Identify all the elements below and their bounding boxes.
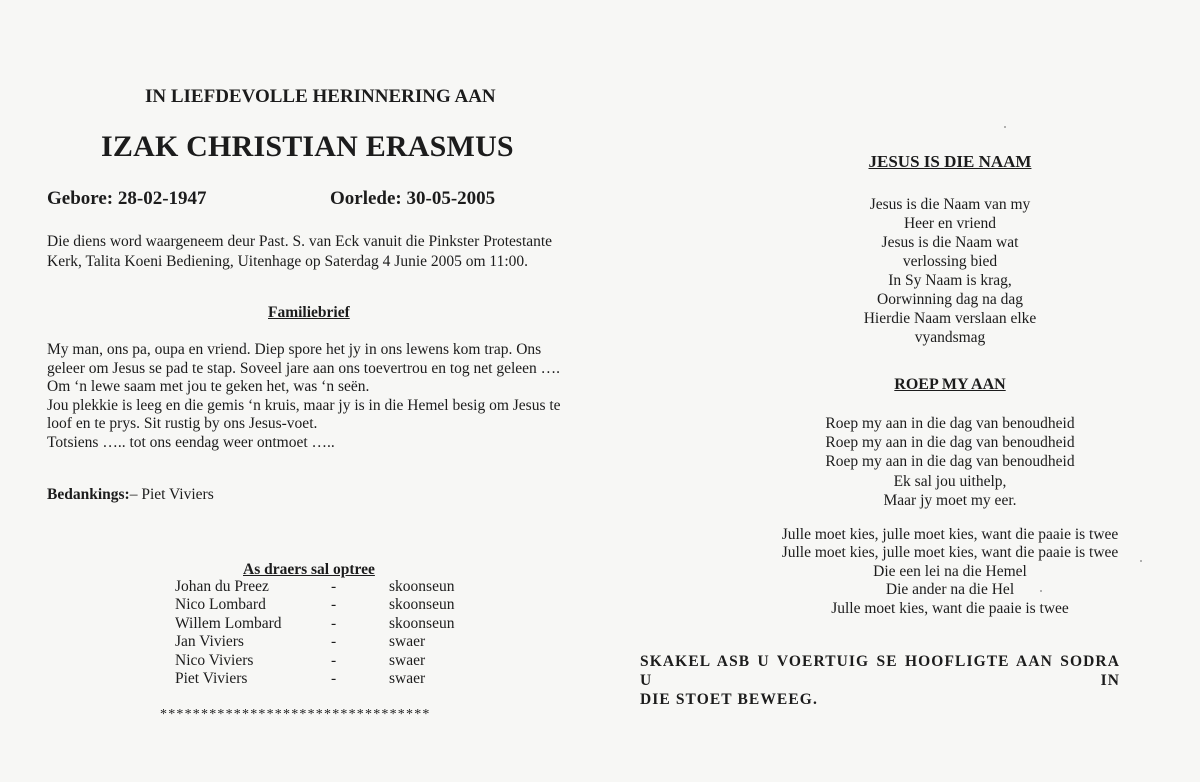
bearer-dash: -	[331, 651, 337, 669]
verse-line: Jesus is die Naam van my	[869, 196, 1031, 213]
verse-line: Ek sal jou uithelp,	[893, 472, 1007, 490]
letter-line: My man, ons pa, oupa en vriend. Diep spore het jy in ons lewens kom trap. Ons	[47, 341, 542, 358]
verse-line: Roep my aan in die dag van benoudheid	[825, 415, 1075, 432]
verse-line: Roep my aan in die dag van benoudheid	[825, 434, 1075, 452]
hymn-title-2: ROEP MY AAN	[894, 376, 1006, 393]
bearer-name: Nico Lombard	[175, 596, 266, 614]
notice-line: DIE STOET BEWEEG.	[640, 691, 818, 708]
verse-line: Oorwinning dag na dag	[877, 291, 1023, 308]
list-item	[175, 615, 509, 633]
hymn-title-1: JESUS IS DIE NAAM	[868, 152, 1032, 171]
hymn-verse-3	[780, 526, 1120, 618]
thanks-label: Bedankings:	[47, 486, 130, 503]
verse-line: verlossing bied	[902, 253, 998, 270]
death-date: Oorlede: 30-05-2005	[330, 188, 496, 209]
verse-line: Julle moet kies, want die paaie is twee	[831, 599, 1069, 617]
letter-line: Totsiens ….. tot ons eendag weer ontmoet …..	[47, 433, 335, 451]
bearer-dash: -	[331, 596, 337, 614]
bearer-relation: swaer	[389, 633, 426, 651]
bearer-name: Piet Viviers	[175, 670, 248, 688]
verse-line: Die ander na die Hel	[885, 581, 1015, 599]
family-letter-title: Familiebrief	[268, 304, 350, 321]
verse-line: Roep my aan in die dag van benoudheid	[825, 453, 1075, 471]
verse-line: Heer en vriend	[903, 215, 997, 232]
family-letter	[47, 341, 561, 452]
letter-line: loof en te prys. Sit rustig by ons Jesus-voet.	[47, 415, 318, 432]
service-line: Kerk, Talita Koeni Bediening, Uitenhage op Saterdag 4 Junie 2005 om 11:00.	[47, 253, 529, 270]
bearer-dash: -	[331, 578, 337, 595]
bearer-name: Johan du Preez	[175, 578, 269, 595]
bearer-dash: -	[331, 670, 337, 688]
service-info	[47, 232, 552, 272]
bearer-relation: skoonseun	[389, 596, 455, 614]
verse-line: Maar jy moet my eer.	[883, 491, 1017, 509]
list-item	[175, 578, 509, 596]
scan-speck	[1004, 126, 1006, 128]
bearers-title: As draers sal optree	[243, 561, 375, 578]
scan-speck	[1040, 590, 1042, 592]
list-item	[175, 670, 509, 688]
letter-line: Om ‘n lewe saam met jou te geken het, was ‘n seën.	[47, 378, 370, 395]
list-item	[175, 596, 509, 614]
letter-line: geleer om Jesus se pad te stap. Soveel jare aan ons toevertrou en tog net geleen ….	[47, 359, 561, 377]
hymn-verse-1	[780, 195, 1120, 347]
service-line: Die diens word waargeneem deur Past. S. van Eck vanuit die Pinkster Protestante	[47, 233, 553, 250]
bearer-name: Jan Viviers	[175, 633, 244, 651]
bearer-relation: swaer	[389, 670, 426, 688]
verse-line: vyandsmag	[914, 329, 986, 346]
verse-line: In Sy Naam is krag,	[888, 272, 1012, 289]
thanks-line	[47, 486, 214, 504]
deceased-name: IZAK CHRISTIAN ERASMUS	[101, 130, 514, 163]
scan-speck	[1140, 560, 1142, 562]
bearer-relation: skoonseun	[389, 614, 455, 632]
notice-line: SKAKEL ASB U VOERTUIG SE HOOFLIGTE AAN SODRA U IN	[640, 653, 1120, 689]
verse-line: Die een lei na die Hemel	[873, 562, 1027, 580]
star-divider: *********************************	[160, 707, 431, 722]
verse-line: Hierdie Naam verslaan elke	[863, 310, 1037, 327]
hymn-verse-2	[780, 414, 1120, 510]
bearer-name: Willem Lombard	[175, 614, 282, 632]
list-item	[175, 652, 509, 670]
list-item	[175, 633, 509, 651]
bearer-dash: -	[331, 633, 337, 651]
bearer-dash: -	[331, 614, 337, 632]
bearer-relation: swaer	[389, 651, 426, 669]
birth-date: Gebore: 28-02-1947	[47, 188, 207, 209]
bearer-relation: skoonseun	[389, 578, 455, 595]
letter-line: Jou plekkie is leeg en die gemis ‘n kruis, maar jy is in die Hemel besig om Jesus te	[47, 396, 561, 414]
memorial-heading: IN LIEFDEVOLLE HERINNERING AAN	[145, 86, 496, 107]
verse-line: Julle moet kies, julle moet kies, want die paaie is twee	[781, 526, 1119, 543]
verse-line: Julle moet kies, julle moet kies, want die paaie is twee	[781, 544, 1119, 562]
procession-notice	[640, 652, 1120, 709]
bearer-name: Nico Viviers	[175, 651, 254, 669]
verse-line: Jesus is die Naam wat	[881, 234, 1019, 251]
bearers-list	[175, 578, 509, 688]
thanks-value: – Piet Viviers	[129, 486, 214, 503]
